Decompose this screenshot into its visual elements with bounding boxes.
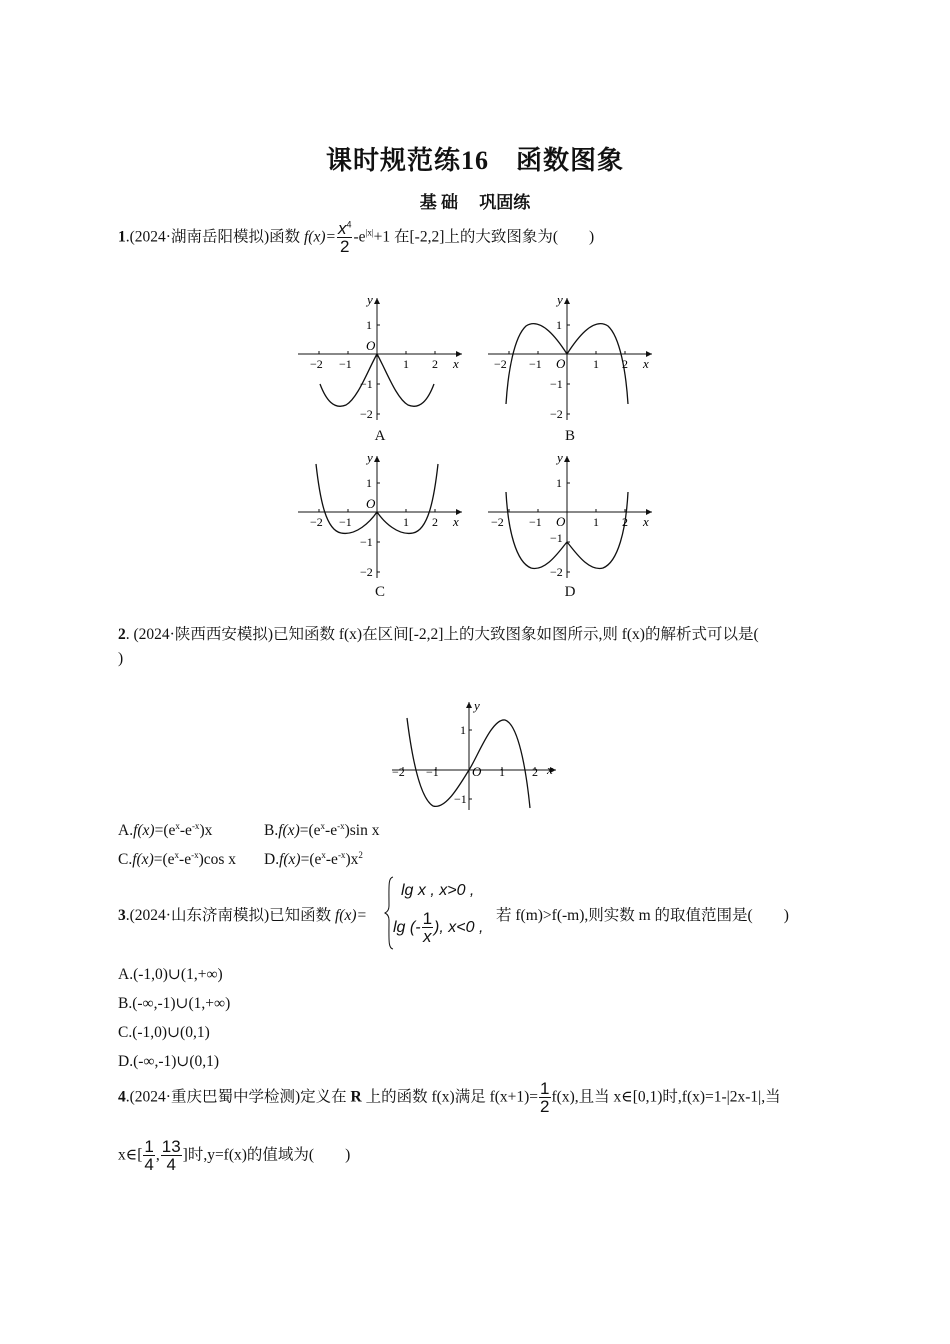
svg-text:−1: −1 xyxy=(426,765,439,779)
q2-option-c[interactable]: $C.f(x)=(e^x-e^{-x})\cos$ x xyxy=(118,849,237,868)
svg-text:−2: −2 xyxy=(310,357,323,371)
svg-text:x: x xyxy=(453,356,459,371)
svg-text:−1: −1 xyxy=(550,531,563,545)
svg-text:−1: −1 xyxy=(360,535,373,549)
svg-text:1: 1 xyxy=(593,357,599,371)
svg-text:−2: −2 xyxy=(392,765,405,779)
q2-option-b[interactable]: $B.f(x)=(e^x-e^{-x})\sin$ x xyxy=(264,820,380,839)
graph-option-a[interactable] xyxy=(296,292,466,422)
q3-option-a[interactable]: A.(-1,0)∪(1,+∞) xyxy=(118,966,223,983)
question-1 xyxy=(118,220,594,256)
svg-text:1: 1 xyxy=(366,318,372,332)
q2-graph-plot xyxy=(390,698,560,812)
svg-text:x: x xyxy=(547,762,553,777)
question-4: 4.(2024·重庆巴蜀中学检测)定义在 R 上的函数 f(x)满足 f(x+1)= $\frac{1}{2}$ f(x),且当 x∈[0,1)时,f(x)=1-|2x-1|,当 xyxy=(118,1079,781,1116)
question-number: 4 xyxy=(118,1088,126,1106)
svg-text:1: 1 xyxy=(403,357,409,371)
svg-text:2: 2 xyxy=(432,357,438,371)
svg-text:−2: −2 xyxy=(491,515,504,529)
svg-text:2: 2 xyxy=(622,357,628,371)
graph-option-c[interactable] xyxy=(296,450,466,580)
svg-text:O: O xyxy=(556,356,566,371)
graph-b-plot xyxy=(486,292,656,422)
svg-text:O: O xyxy=(556,514,566,529)
svg-text:1: 1 xyxy=(593,515,599,529)
svg-text:−1: −1 xyxy=(339,515,352,529)
svg-text:−2: −2 xyxy=(360,407,373,421)
piece-2: lg (- $\frac{1}{x}$ ), x<0 , xyxy=(393,909,484,946)
graph-label-b: B xyxy=(564,428,575,444)
question-tail: +1 在[-2,2]上的大致图象为( ) xyxy=(373,228,595,246)
page-title: 课时规范练16 函数图象 xyxy=(325,146,624,175)
q3-option-b[interactable]: B.(-∞,-1)∪(1,+∞) xyxy=(118,995,231,1012)
svg-text:y: y xyxy=(367,450,373,465)
svg-text:x: x xyxy=(643,356,649,371)
graph-option-b[interactable] xyxy=(486,292,656,422)
svg-text:1: 1 xyxy=(556,476,562,490)
graph-a-plot xyxy=(296,292,466,422)
q3-option-d[interactable]: D.(-∞,-1)∪(0,1) xyxy=(118,1053,220,1070)
question-3 xyxy=(118,903,367,925)
svg-text:−2: −2 xyxy=(494,357,507,371)
svg-text:−2: −2 xyxy=(360,565,373,579)
q2-option-d[interactable]: $D.f(x)=(e^x-e^{-x})x^2$ xyxy=(264,849,363,868)
piece-1: lg x , x>0 , xyxy=(401,882,475,899)
svg-text:1: 1 xyxy=(460,723,466,737)
question-number: 2 xyxy=(118,626,126,643)
svg-text:O: O xyxy=(366,496,376,511)
question-2-graph xyxy=(390,698,560,812)
svg-text:1: 1 xyxy=(556,318,562,332)
svg-text:2: 2 xyxy=(622,515,628,529)
graph-label-d: D xyxy=(564,584,576,600)
svg-text:−1: −1 xyxy=(529,515,542,529)
question-number: 3 xyxy=(118,907,126,924)
question-text: . (2024·陕西西安模拟)已知函数 f(x)在区间[-2,2]上的大致图象如图所示,则 f(x)的解析式可以是( xyxy=(125,626,759,643)
svg-text:O: O xyxy=(472,764,482,779)
question-2-cont: ) xyxy=(118,650,124,667)
graph-label-a: A xyxy=(374,428,386,444)
graph-label-c: C xyxy=(374,584,385,600)
fraction: $\frac{x^4}{2}$ xyxy=(337,219,352,256)
svg-text:x: x xyxy=(643,514,649,529)
svg-text:1: 1 xyxy=(403,515,409,529)
exponent: |x| xyxy=(365,227,374,238)
svg-text:y: y xyxy=(557,292,563,307)
svg-text:1: 1 xyxy=(366,476,372,490)
svg-text:O: O xyxy=(366,338,376,353)
svg-text:−1: −1 xyxy=(454,792,467,806)
function-name: f(x)= xyxy=(304,228,336,246)
question-3-tail: 若 f(m)>f(-m),则实数 m 的取值范围是( ) xyxy=(496,907,789,924)
q2-option-a[interactable]: $A.f(x)=(e^x-e^{-x})x$ xyxy=(118,820,213,839)
q3-option-c[interactable]: C.(-1,0)∪(0,1) xyxy=(118,1024,210,1041)
svg-text:−2: −2 xyxy=(550,565,563,579)
svg-text:y: y xyxy=(367,292,373,307)
function-name: f(x)= xyxy=(335,907,367,924)
svg-text:y: y xyxy=(474,698,480,713)
svg-text:2: 2 xyxy=(532,765,538,779)
section-subtitle: 基 础 巩固练 xyxy=(419,193,531,212)
question-source: .(2024·湖南岳阳模拟)函数 xyxy=(125,228,301,246)
graph-c-plot xyxy=(296,450,466,580)
question-source: .(2024·山东济南模拟)已知函数 xyxy=(125,907,332,924)
svg-text:−1: −1 xyxy=(339,357,352,371)
svg-text:2: 2 xyxy=(432,515,438,529)
svg-text:−2: −2 xyxy=(550,407,563,421)
expr-part: -e xyxy=(353,228,366,246)
question-2 xyxy=(118,622,759,644)
svg-text:−1: −1 xyxy=(360,377,373,391)
question-4-cont: x∈[ $\frac{1}{4}$ , $\frac{13}{4}$ ]时,y=f(x)的值域为( ) xyxy=(118,1137,351,1174)
svg-text:x: x xyxy=(453,514,459,529)
svg-text:y: y xyxy=(557,450,563,465)
svg-text:1: 1 xyxy=(499,765,505,779)
svg-text:−1: −1 xyxy=(529,357,542,371)
svg-text:−1: −1 xyxy=(550,377,563,391)
question-number: 1 xyxy=(118,228,126,246)
graph-d-plot xyxy=(486,450,656,580)
graph-option-d[interactable] xyxy=(486,450,656,580)
svg-text:−2: −2 xyxy=(310,515,323,529)
